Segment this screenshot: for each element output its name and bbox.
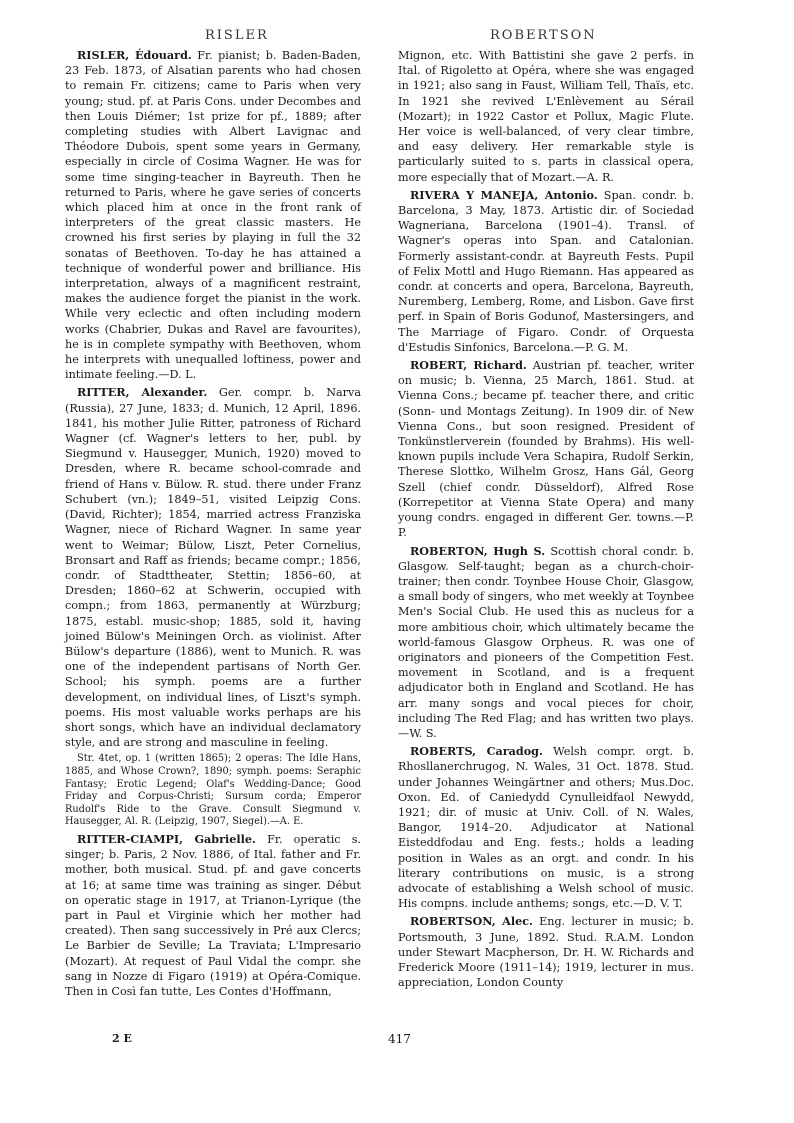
entry-risler — [65, 48, 361, 382]
running-head-right: ROBERTSON — [490, 28, 597, 43]
right-column — [398, 48, 694, 993]
entry-ritter-works — [65, 753, 361, 829]
headword: ROBERT, Richard. — [410, 358, 527, 373]
entry-text: Scottish choral condr. b. Glasgow. Self-taught; began as a church-choir-trainer; then condr. Toynbee House Choir, Glasgow, a small body of singers, who met weekly at Toynbee Men's Social Club. He used this as nucleus for a more ambitious choir, which ultimately became the world-famous Glasgow Orpheus. R. was one of originators and pioneers of the Competition Fest. movement in Scotland, and is a frequent adjudicator both in England and Scotland. He has arr. many songs and vocal pieces for choir, including The Red Flag; and has written two plays.—W. S. — [398, 544, 694, 740]
running-head-left: RISLER — [205, 28, 269, 43]
headword: ROBERTSON, Alec. — [410, 914, 533, 929]
entry-text: Ger. compr. b. Narva (Russia), 27 June, 1833; d. Munich, 12 April, 1896. 1841, his mother Julie Ritter, patroness of Richard Wagner (cf. Wagner's letters to her, publ. by Siegmund v. Hausegger, Munich, 1920) moved to Dresden, where R. became school-comrade and friend of Hans v. Bülow. R. stud. there under Franz Schubert (vn.); 1849–51, visited Leipzig Cons. (David, Richter); 1854, married actress Franziska Wagner, niece of Richard Wagner. In same year went to Weimar; Bülow, Liszt, Peter Cornelius, Bronsart and Raff as friends; became compr.; 1856, condr. of Stadttheater, Stettin; 1856–60, at Dresden; 1860–62 at Schwerin, occupied with compn.; from 1863, permanently at Würzburg; 1875, establ. music-shop; 1885, sold it, having joined Bülow's Meiningen Orch. as violinist. After Bülow's departure (1886), went to Munich. R. was one of the independent partisans of North Ger. School; his symph. poems are a further development, on individual lines, of Liszt's symph. poems. His most valuable works perhaps are his short songs, which have an individual declamatory style, and are strong and masculine in feeling. — [65, 386, 361, 750]
entry-ritter — [65, 385, 361, 750]
entry-text: Fr. pianist; b. Baden-Baden, 23 Feb. 1873, of Alsatian parents who had chosen to remain Fr. citizens; came to Paris when very young; stud. pf. at Paris Cons. under Decombes and then Louis Diémer; 1st prize for pf., 1889; after completing studies with Albert Lavignac and Théodore Dubois, spent some years in Germany, especially in circle of Cosima Wagner. He was for some time singing-teacher in Bayreuth. Then he returned to Paris, where he gave series of concerts which placed him at once in the front rank of interpreters of the great classic masters. He crowned his first series by playing in full the 32 sonatas of Beethoven. To-day he has attained a technique of wonderful power and brilliance. His interpretation, always of a magnificent restraint, makes the audience forget the pianist in the work. While very eclectic and often including modern works (Chabrier, Dukas and Ravel are favourites), he is in complete sympathy with Beethoven, whom he interprets with unequalled loftiness, power and intimate feeling.—D. L. — [65, 49, 361, 382]
entry-robert — [398, 358, 694, 540]
headword: ROBERTS, Caradog. — [410, 744, 543, 759]
entry-text: Span. condr. b. Barcelona, 3 May, 1873. Artistic dir. of Sociedad Wagneriana, Barcelona (1901–4). Transl. of Wagner's operas into Span. and Catalonian. Formerly assistant-condr. at Bayreuth Fests. Pupil of Felix Mottl and Hugo Riemann. Has appeared as condr. at concerts and opera, Barcelona, Bayreuth, Nuremberg, Lemberg, Rome, and Lisbon. Gave first perf. in Spain of Boris Godunof, Mastersingers, and The Marriage of Figaro. Condr. of Orquesta d'Estudis Sinfonics, Barcelona.—P. G. M. — [398, 188, 694, 354]
left-column — [65, 48, 361, 1002]
entry-ritter-ciampi-cont — [398, 48, 694, 185]
signature-mark: 2 E — [112, 1032, 132, 1045]
entry-text: Eng. lecturer in music; b. Portsmouth, 3 June, 1892. Stud. R.A.M. London under Stewart Macpherson, Dr. H. W. Richards and Frederick Moore (1911–14); 1919, lecturer in mus. appreciation, London County — [398, 915, 694, 990]
entry-roberton — [398, 544, 694, 742]
headword: RITTER, Alexander. — [77, 385, 208, 400]
entry-text: Fr. operatic s. singer; b. Paris, 2 Nov. 1886, of Ital. father and Fr. mother, both musical. Stud. pf. and gave concerts at 16; at same time was training as singer. Début on operatic stage in 1917, at Trianon-Lyrique (the part in Paul et Virginie which her mother had created). Then sang successively in Pré aux Clercs; Le Barbier de Seville; La Traviata; L'Impresario (Mozart). At request of Paul Vidal the compr. she sang in Nozze di Figaro (1919) at Opéra-Comique. Then in Così fan tutte, Les Contes d'Hoffmann, — [65, 832, 361, 998]
entry-ritter-ciampi — [65, 832, 361, 999]
entry-text: Welsh compr. orgt. b. Rhosllanerchrugog, N. Wales, 31 Oct. 1878. Stud. under Johannes Weingärtner and others; Mus.Doc. Oxon. Ed. of Caniedydd Cynulleidfaol Newydd, 1921; dir. of music at Univ. Coll. of N. Wales, Bangor, 1914–20. Adjudicator at National Eisteddfodau and Eng. fests.; holds a leading position in Wales as an orgt. and condr. In his literary contributions on music, is a strong advocate of establishing a Welsh school of music. His compns. include anthems; songs, etc.—D. V. T. — [398, 745, 694, 911]
headword: ROBERTON, Hugh S. — [410, 543, 546, 558]
entry-text: Austrian pf. teacher, writer on music; b. Vienna, 25 March, 1861. Stud. at Vienna Cons.; became pf. teacher there, and critic (Sonn- und Montags Zeitung). In 1909 dir. of New Vienna Cons., but soon resigned. President of Tonkünstlerverein (founded by Brahms). His well-known pupils include Vera Schapira, Rudolf Serkin, Therese Slottko, Wilhelm Grosz, Hans Gál, Georg Szell (chief condr. Düsseldorf), Alfred Rose (Korrepetitor at Vienna State Opera) and many young condrs. engaged in different Ger. towns.—P. P. — [398, 359, 694, 540]
entry-rivera — [398, 188, 694, 355]
entry-text: Str. 4tet, op. 1 (written 1865); 2 operas: The Idle Hans, 1885, and Whose Crown?, 1890; symph. poems: Seraphic Fantasy; Erotic Legend; Olaf's Wedding-Dance; Good Friday and Corpus-Christi; Sursum corda; Emperor Rudolf's Ride to the Grave. Consult Siegmund v. Hausegger, Al. R. (Leipzig, 1907, Siegel).—A. E. — [65, 753, 361, 828]
entry-text: Mignon, etc. With Battistini she gave 2 perfs. in Ital. of Rigoletto at Opéra, where she was engaged in 1921; also sang in Faust, William Tell, Thaïs, etc. In 1921 she revived L'Enlèvement au Sérail (Mozart); in 1922 Castor et Pollux, Magic Flute. Her voice is well-balanced, of very clear timbre, and easy delivery. Her remarkable style is particularly suited to s. parts in classical opera, more especially that of Mozart.—A. R. — [398, 49, 694, 184]
headword: RIVERA Y MANEJA, Antonio. — [410, 187, 598, 202]
page-number: 417 — [388, 1032, 411, 1046]
entry-robertson — [398, 914, 694, 990]
entry-roberts — [398, 744, 694, 911]
headword: RITTER-CIAMPI, Gabrielle. — [77, 831, 256, 846]
headword: RISLER, Édouard. — [77, 48, 192, 62]
